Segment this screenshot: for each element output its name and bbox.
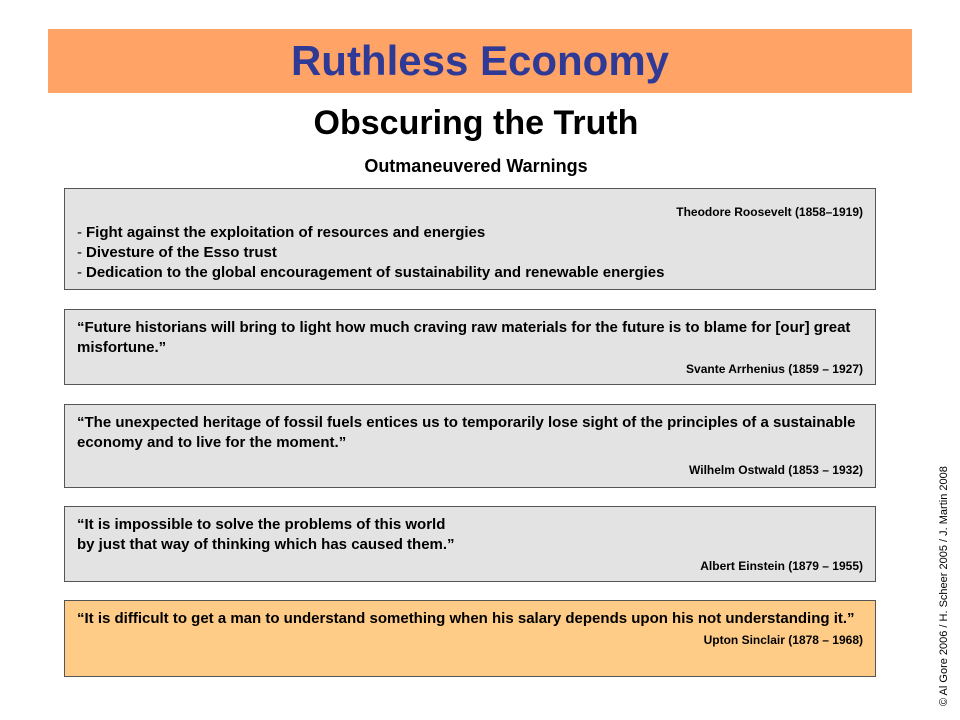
bullet-item: - Divesture of the Esso trust	[77, 244, 277, 261]
bullet-text: Divesture of the Esso trust	[86, 244, 277, 261]
arrhenius-attribution: Svante Arrhenius (1859 – 1927)	[686, 362, 863, 376]
title-banner	[48, 29, 912, 93]
page-title: Ruthless Economy	[290, 37, 670, 84]
roosevelt-box	[64, 188, 876, 290]
sinclair-quote: “It is difficult to get a man to understand something when his salary depends upon his not understanding it.”	[77, 610, 855, 627]
einstein-box	[64, 506, 876, 582]
einstein-quote-line2: by just that way of thinking which has caused them.”	[77, 536, 455, 553]
bullet-text: Dedication to the global encouragement of sustainability and renewable energies	[86, 264, 665, 281]
bullet-item: - Fight against the exploitation of resources and energies	[77, 224, 486, 241]
copyright-notice: © Al Gore 2006 / H. Scheer 2005 / J. Martin 2008	[938, 466, 950, 706]
ostwald-quote: “The unexpected heritage of fossil fuels entices us to temporarily lose sight of the principles of a sustainable economy and to live for the moment.”	[77, 414, 856, 451]
ostwald-box	[64, 404, 876, 488]
sinclair-attribution: Upton Sinclair (1878 – 1968)	[703, 633, 863, 647]
arrhenius-box	[64, 309, 876, 385]
roosevelt-bullet-list	[77, 223, 863, 283]
einstein-attribution: Albert Einstein (1879 – 1955)	[700, 559, 863, 573]
einstein-quote-line1: “It is impossible to solve the problems of this world	[77, 516, 446, 533]
roosevelt-attribution: Theodore Roosevelt (1858–1919)	[676, 205, 863, 219]
ostwald-attribution: Wilhelm Ostwald (1853 – 1932)	[689, 463, 863, 477]
sinclair-box	[64, 600, 876, 677]
bullet-text: Fight against the exploitation of resources and energies	[86, 224, 486, 241]
subtitle: Obscuring the Truth	[313, 104, 639, 142]
arrhenius-quote: “Future historians will bring to light how much craving raw materials for the future is to blame for [our] great misfortune.”	[77, 319, 851, 356]
section-heading: Outmaneuvered Warnings	[364, 156, 588, 176]
bullet-item: - Dedication to the global encouragement of sustainability and renewable energies	[77, 264, 665, 281]
